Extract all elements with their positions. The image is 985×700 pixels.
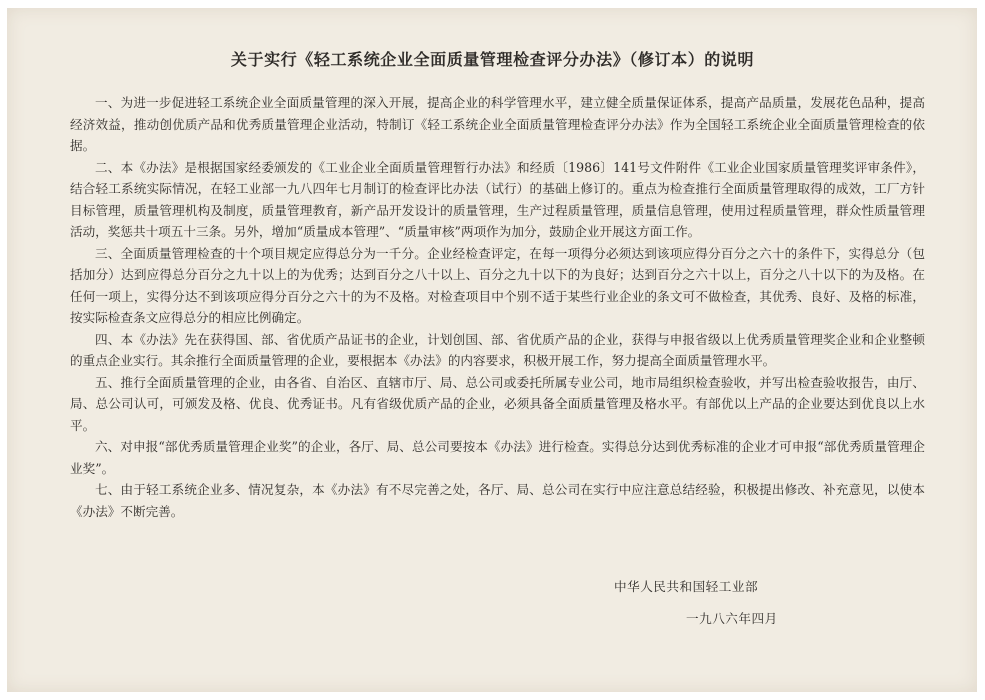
paragraph-1: 一、为进一步促进轻工系统企业全面质量管理的深入开展，提高企业的科学管理水平，建立健全质量保证体系，提高产品质量，发展花色品种，提高经济效益，推动创优质产品和优秀质量管理企业活动，特制订《轻工系统企业全面质量管理检查评分办法》作为全国轻工系统企业全面质量管理检查的依据。 xyxy=(70,95,925,153)
paragraph-2: 二、本《办法》是根据国家经委颁发的《工业企业全面质量管理暂行办法》和经质〔1986〕141号文件附件《工业企业国家质量管理奖评审条件》，结合轻工系统实际情况，在轻工业部一九八四年七月制订的检查评比办法（试行）的基础上修订的。重点为检查推行全面质量管理取得的成效，工厂方针目标管理，质量管理机构及制度，质量管理教育，新产品开发设计的质量管理，生产过程质量管理，质量信息管理，使用过程质量管理，群众性质量管理活动，奖惩共十项五十三条。另外，增加“质量成本管理”、“质量审核”两项作为加分，鼓励企业开展这方面工作。 xyxy=(70,159,925,239)
document-body xyxy=(70,92,925,522)
document-title: 关于实行《轻工系统企业全面质量管理检查评分办法》（修订本）的说明 xyxy=(230,50,755,69)
paragraph-4: 四、本《办法》先在获得国、部、省优质产品证书的企业，计划创国、部、省优质产品的企业，获得与申报省级以上优秀质量管理奖企业和企业整顿的重点企业实行。其余推行全面质量管理的企业，要根据本《办法》的内容要求，积极开展工作，努力提高全面质量管理水平。 xyxy=(70,331,925,368)
issuing-organization: 中华人民共和国轻工业部 xyxy=(614,579,759,594)
paragraph-7: 七、由于轻工系统企业多、情况复杂，本《办法》有不尽完善之处，各厅、局、总公司在实行中应注意总结经验，积极提出修改、补充意见，以使本《办法》不断完善。 xyxy=(70,482,925,519)
issue-date: 一九八六年四月 xyxy=(686,611,778,626)
paragraph-5: 五、推行全面质量管理的企业，由各省、自治区、直辖市厅、局、总公司或委托所属专业公司，地市局组织检查验收，并写出检查验收报告，由厅、局、总公司认可，可颁发及格、优良、优秀证书。凡有省级优质产品的企业，必须具备全面质量管理及格水平。有部优以上产品的企业要达到优良以上水平。 xyxy=(70,374,925,433)
paragraph-3: 三、全面质量管理检查的十个项目规定应得总分为一千分。企业经检查评定，在每一项得分必须达到该项应得分百分之六十的条件下，实得总分（包括加分）达到应得总分百分之九十以上的为优秀；达到百分之八十以上、百分之九十以下的为良好；达到百分之六十以上，百分之八十以下的为及格。在任何一项上，实得分达不到该项应得分百分之六十的为不及格。对检查项目中个别不适于某些行业企业的条文可不做检查，其优秀、良好、及格的标准，按实际检查条文应得总分的相应比例确定。 xyxy=(70,245,925,325)
paragraph-6: 六、对申报“部优秀质量管理企业奖”的企业，各厅、局、总公司要按本《办法》进行检查。实得总分达到优秀标准的企业才可申报“部优秀质量管理企业奖”。 xyxy=(70,439,925,476)
